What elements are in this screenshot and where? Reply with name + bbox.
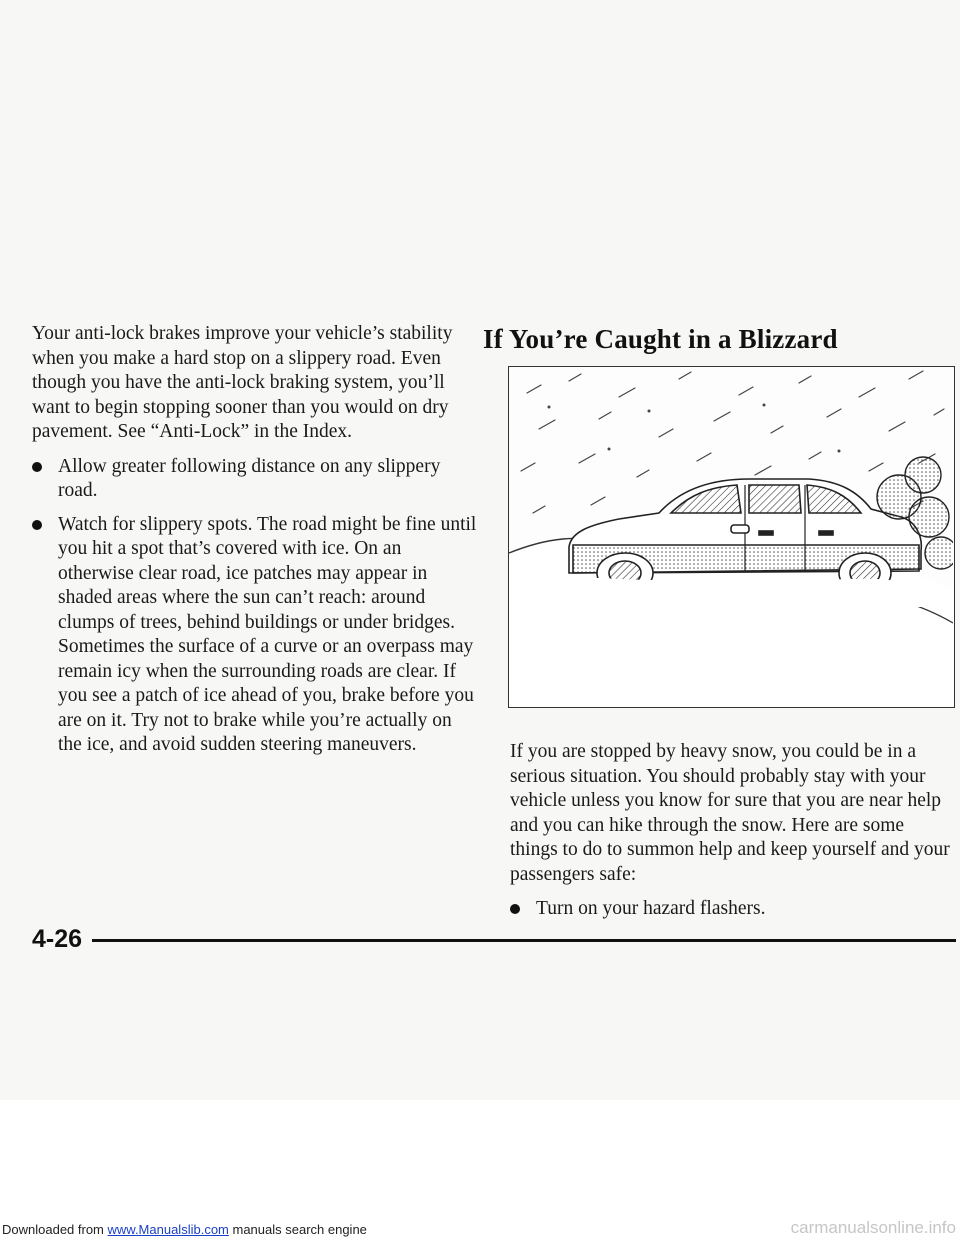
manualslib-link[interactable]: www.Manualslib.com — [107, 1222, 229, 1237]
right-bullet-list — [510, 897, 956, 922]
right-column — [510, 740, 956, 931]
blizzard-paragraph: If you are stopped by heavy snow, you could be in a serious situation. You should probably stay with your vehicle unless you know for sure that you are near help and you can hike through the snow. Here are some things to do to summon help and keep yourself and your passengers safe: — [510, 741, 950, 885]
list-item — [510, 897, 956, 922]
site-watermark: carmanualsonline.info — [790, 1218, 956, 1237]
list-item — [32, 513, 480, 758]
footer-prefix: Downloaded from — [2, 1222, 108, 1237]
page-number: 4-26 — [32, 925, 83, 953]
blizzard-illustration — [508, 366, 955, 708]
list-item — [32, 455, 480, 504]
left-column — [32, 322, 480, 767]
download-footer — [2, 1222, 367, 1238]
footer-suffix: manuals search engine — [228, 1222, 367, 1237]
left-bullet-list — [32, 455, 480, 758]
car-in-snow-icon — [509, 367, 953, 706]
section-heading: If You’re Caught in a Blizzard — [483, 324, 838, 354]
intro-paragraph: Your anti-lock brakes improve your vehicle’s stability when you make a hard stop on a slippery road. Even though you have the anti-lock braking system, you’ll want to begin stopping sooner than you would on dry pavement. See “Anti-Lock” in the Index. — [32, 323, 453, 442]
bullet-text: Allow greater following distance on any slippery road. — [58, 455, 441, 501]
bullet-text: Watch for slippery spots. The road might be fine until you hit a spot that’s covered with ice. On an otherwise clear road, ice patches may appear in shaded areas where the sun can’t reach: around clumps of trees, behind buildings or under bridges. Sometimes the surface of a curve or an overpass may remain icy when the surrounding roads are clear. If you see a patch of ice ahead of you, brake before you are on it. Try not to brake while you’re actually on the ice, and avoid sudden steering maneuvers. — [58, 513, 477, 755]
bullet-text: Turn on your hazard flashers. — [536, 898, 766, 919]
footer-divider — [92, 939, 956, 942]
bullet-icon — [32, 520, 42, 530]
bullet-icon — [32, 462, 42, 472]
bullet-icon — [510, 904, 520, 914]
